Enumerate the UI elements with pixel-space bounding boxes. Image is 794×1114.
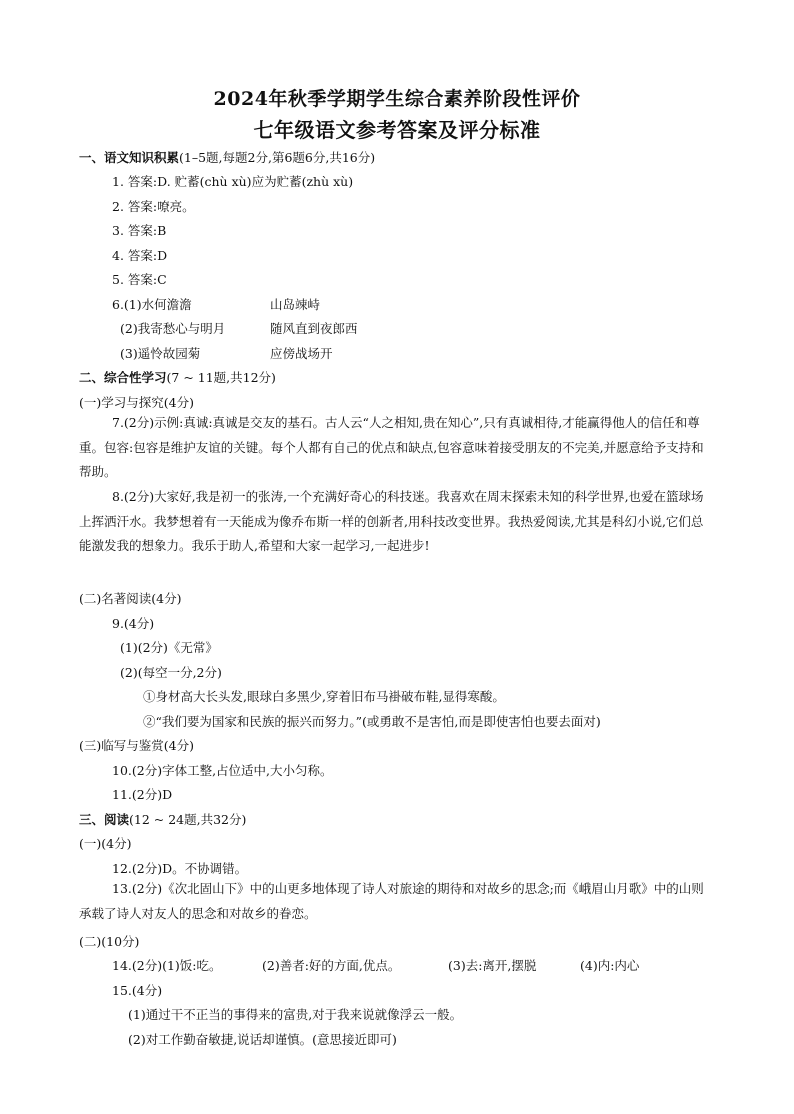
answer-q9-2: (2)(每空一分,2分) — [120, 665, 222, 680]
answer-q8: 8.(2分)大家好,我是初一的张涛,一个充满好奇心的科技迷。我喜欢在周末探索未知的科学世界,也爱在篮球场上挥洒汗水。我梦想着有一天能成为像乔布斯一样的创新者,用科技改变世界。我热爱阅读,尤其是科幻小说,它们总能激发我的想象力。我乐于助人,希望和大家一起学习,一起进步! — [79, 489, 704, 553]
answer-q6-3-right: 应傍战场开 — [270, 346, 333, 361]
answer-q14-1: 14.(2分)(1)饭:吃。 — [112, 958, 222, 973]
answer-q9-1: (1)(2分)《无常》 — [120, 640, 218, 655]
answer-q15-2: (2)对工作勤奋敏捷,说话却谨慎。(意思接近即可) — [128, 1032, 397, 1047]
answer-q6-2-left: (2)我寄愁心与明月 — [120, 321, 226, 336]
answer-q4: 4. 答案:D — [112, 248, 168, 263]
answer-q5: 5. 答案:C — [112, 272, 167, 287]
answer-q1: 1. 答案:D. 贮蓄(chù xù)应为贮蓄(zhù xù) — [112, 174, 354, 189]
answer-q12: 12.(2分)D。不协调错。 — [112, 861, 248, 876]
subsection-2-1: (一)学习与探究(4分) — [79, 395, 194, 410]
answer-q2: 2. 答案:嘹亮。 — [112, 199, 195, 214]
answer-q10: 10.(2分)字体工整,占位适中,大小匀称。 — [112, 763, 333, 778]
answer-q3: 3. 答案:B — [112, 223, 167, 238]
section-2-title: 二、综合性学习 — [79, 370, 167, 385]
section-3-heading — [79, 812, 246, 828]
answer-q7: 7.(2分)示例:真诚:真诚是交友的基石。古人云“人之相知,贵在知心”,只有真诚相待,才能赢得他人的信任和尊重。包容:包容是维护友谊的关键。每个人都有自己的优点和缺点,包容意味着接受朋友的不完美,并愿意给予支持和帮助。 — [79, 415, 704, 479]
document-subtitle: 七年级语文参考答案及评分标准 — [253, 118, 541, 142]
answer-q13: 13.(2分)《次北固山下》中的山更多地体现了诗人对旅途的期待和对故乡的思念;而《峨眉山月歌》中的山则承载了诗人对友人的思念和对故乡的眷恋。 — [79, 881, 704, 921]
section-2-note: (7 ~ 11题,共12分) — [166, 370, 276, 385]
section-1-title: 一、语文知识积累 — [79, 150, 180, 165]
section-2-heading — [79, 370, 276, 386]
section-1-note: (1–5题,每题2分,第6题6分,共16分) — [179, 150, 376, 165]
answer-q11: 11.(2分)D — [112, 787, 173, 802]
subsection-3-1: (一)(4分) — [79, 836, 132, 851]
answer-q6-3-left: (3)遥怜故园菊 — [120, 346, 201, 361]
answer-q9: 9.(4分) — [112, 616, 155, 631]
answer-q14-4: (4)内:内心 — [580, 958, 640, 973]
subsection-2-2: (二)名著阅读(4分) — [79, 591, 182, 606]
subsection-3-2: (二)(10分) — [79, 934, 140, 949]
answer-q14-2: (2)善者:好的方面,优点。 — [262, 958, 401, 973]
answer-q6-1-left: 6.(1)水何澹澹 — [112, 297, 192, 312]
answer-q9-2-a: ①身材高大长头发,眼球白多黑少,穿着旧布马褂破布鞋,显得寒酸。 — [143, 689, 505, 704]
answer-q6-2-right: 随风直到夜郎西 — [270, 321, 358, 336]
answer-q14-3: (3)去:离开,摆脱 — [448, 958, 537, 973]
subsection-2-3: (三)临写与鉴赏(4分) — [79, 738, 194, 753]
answer-q9-2-b: ②“我们要为国家和民族的振兴而努力。”(或勇敢不是害怕,而是即使害怕也要去面对) — [143, 714, 601, 729]
section-3-title: 三、阅读 — [79, 812, 130, 827]
section-1-heading — [79, 150, 375, 166]
answer-q15: 15.(4分) — [112, 983, 163, 998]
answer-q6-1-right: 山岛竦峙 — [270, 297, 321, 312]
answer-q15-1: (1)通过干不正当的事得来的富贵,对于我来说就像浮云一般。 — [128, 1007, 463, 1022]
section-3-note: (12 ~ 24题,共32分) — [129, 812, 247, 827]
document-title: 2024年秋季学期学生综合素养阶段性评价 — [213, 88, 581, 110]
